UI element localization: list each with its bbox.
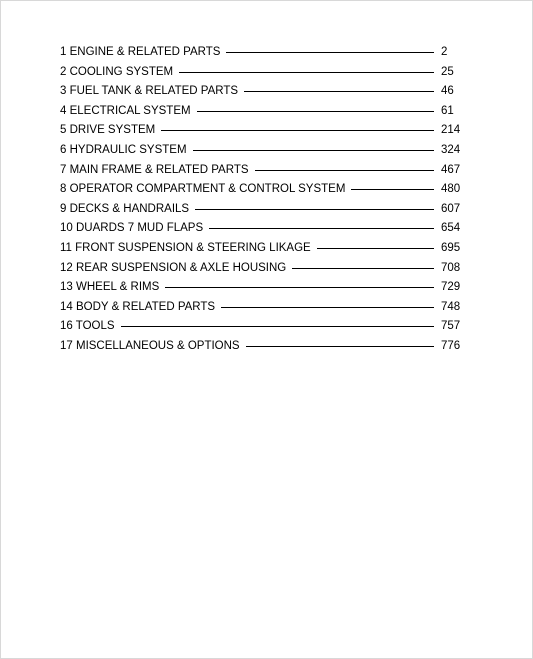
toc-entry-label: 6 HYDRAULIC SYSTEM (60, 143, 187, 156)
toc-leader-line (292, 268, 434, 269)
toc-entry[interactable] (60, 182, 471, 202)
toc-entry-page: 324 (441, 143, 461, 156)
toc-entry-label: 13 WHEEL & RIMS (60, 281, 160, 294)
toc-entry[interactable] (60, 45, 471, 65)
toc-entry-page: 214 (441, 124, 461, 137)
toc-entry-page: 2 (441, 46, 448, 58)
toc-entry-label: 16 TOOLS (60, 320, 115, 333)
toc-leader-line (226, 52, 434, 53)
toc-entry[interactable] (60, 202, 471, 222)
toc-entry[interactable] (60, 300, 471, 320)
toc-entry-label: 2 COOLING SYSTEM (60, 65, 174, 78)
toc-entry-page: 61 (441, 104, 454, 117)
toc-entry[interactable] (60, 123, 471, 143)
toc-leader-line (351, 189, 434, 190)
toc-leader-line (209, 228, 434, 229)
toc-entry-label: 3 FUEL TANK & RELATED PARTS (60, 85, 239, 98)
toc-entry-page: 480 (441, 183, 461, 196)
toc-entry-label: 14 BODY & RELATED PARTS (60, 300, 216, 313)
toc-entry[interactable] (60, 84, 471, 104)
toc-entry-page: 654 (441, 222, 461, 235)
toc-entry-page: 776 (441, 339, 461, 352)
toc-entry-label: 7 MAIN FRAME & RELATED PARTS (60, 163, 249, 176)
toc-entry-label: 17 MISCELLANEOUS & OPTIONS (60, 339, 240, 352)
toc-entry-page: 467 (441, 163, 461, 176)
toc-entry-label: 12 REAR SUSPENSION & AXLE HOUSING (60, 261, 287, 274)
toc-leader-line (317, 248, 434, 249)
toc-entry[interactable] (60, 65, 471, 85)
toc-entry-page: 607 (441, 202, 461, 215)
toc-entry[interactable] (60, 241, 471, 261)
toc-entry-page: 25 (441, 65, 454, 78)
table-of-contents (60, 45, 471, 359)
toc-leader-line (197, 111, 434, 112)
toc-entry[interactable] (60, 339, 471, 359)
toc-leader-line (179, 72, 434, 73)
toc-entry-page: 695 (441, 241, 461, 254)
toc-entry[interactable] (60, 319, 471, 339)
toc-leader-line (121, 326, 434, 327)
toc-entry-label: 4 ELECTRICAL SYSTEM (60, 104, 191, 117)
toc-entry-label: 10 DUARDS 7 MUD FLAPS (60, 222, 204, 235)
toc-entry-page: 748 (441, 300, 461, 313)
toc-entry-page: 729 (441, 281, 461, 294)
toc-entry-label: 11 FRONT SUSPENSION & STEERING LIKAGE (60, 241, 311, 254)
toc-leader-line (193, 150, 434, 151)
toc-leader-line (221, 307, 434, 308)
toc-entry[interactable] (60, 104, 471, 124)
toc-leader-line (165, 287, 434, 288)
toc-entry-page: 757 (441, 320, 461, 333)
toc-entry-label: 8 OPERATOR COMPARTMENT & CONTROL SYSTEM (60, 183, 346, 196)
toc-entry[interactable] (60, 163, 471, 183)
toc-entry-label: 5 DRIVE SYSTEM (60, 124, 156, 137)
toc-leader-line (195, 209, 434, 210)
toc-leader-line (246, 346, 434, 347)
toc-entry-page: 46 (441, 85, 454, 98)
toc-leader-line (255, 170, 434, 171)
toc-leader-line (244, 91, 434, 92)
toc-entry-label: 1 ENGINE & RELATED PARTS (60, 46, 221, 58)
toc-entry-label: 9 DECKS & HANDRAILS (60, 202, 190, 215)
toc-entry[interactable] (60, 280, 471, 300)
toc-entry[interactable] (60, 261, 471, 281)
toc-entry-page: 708 (441, 261, 461, 274)
toc-entry[interactable] (60, 221, 471, 241)
toc-entry[interactable] (60, 143, 471, 163)
toc-leader-line (161, 130, 434, 131)
